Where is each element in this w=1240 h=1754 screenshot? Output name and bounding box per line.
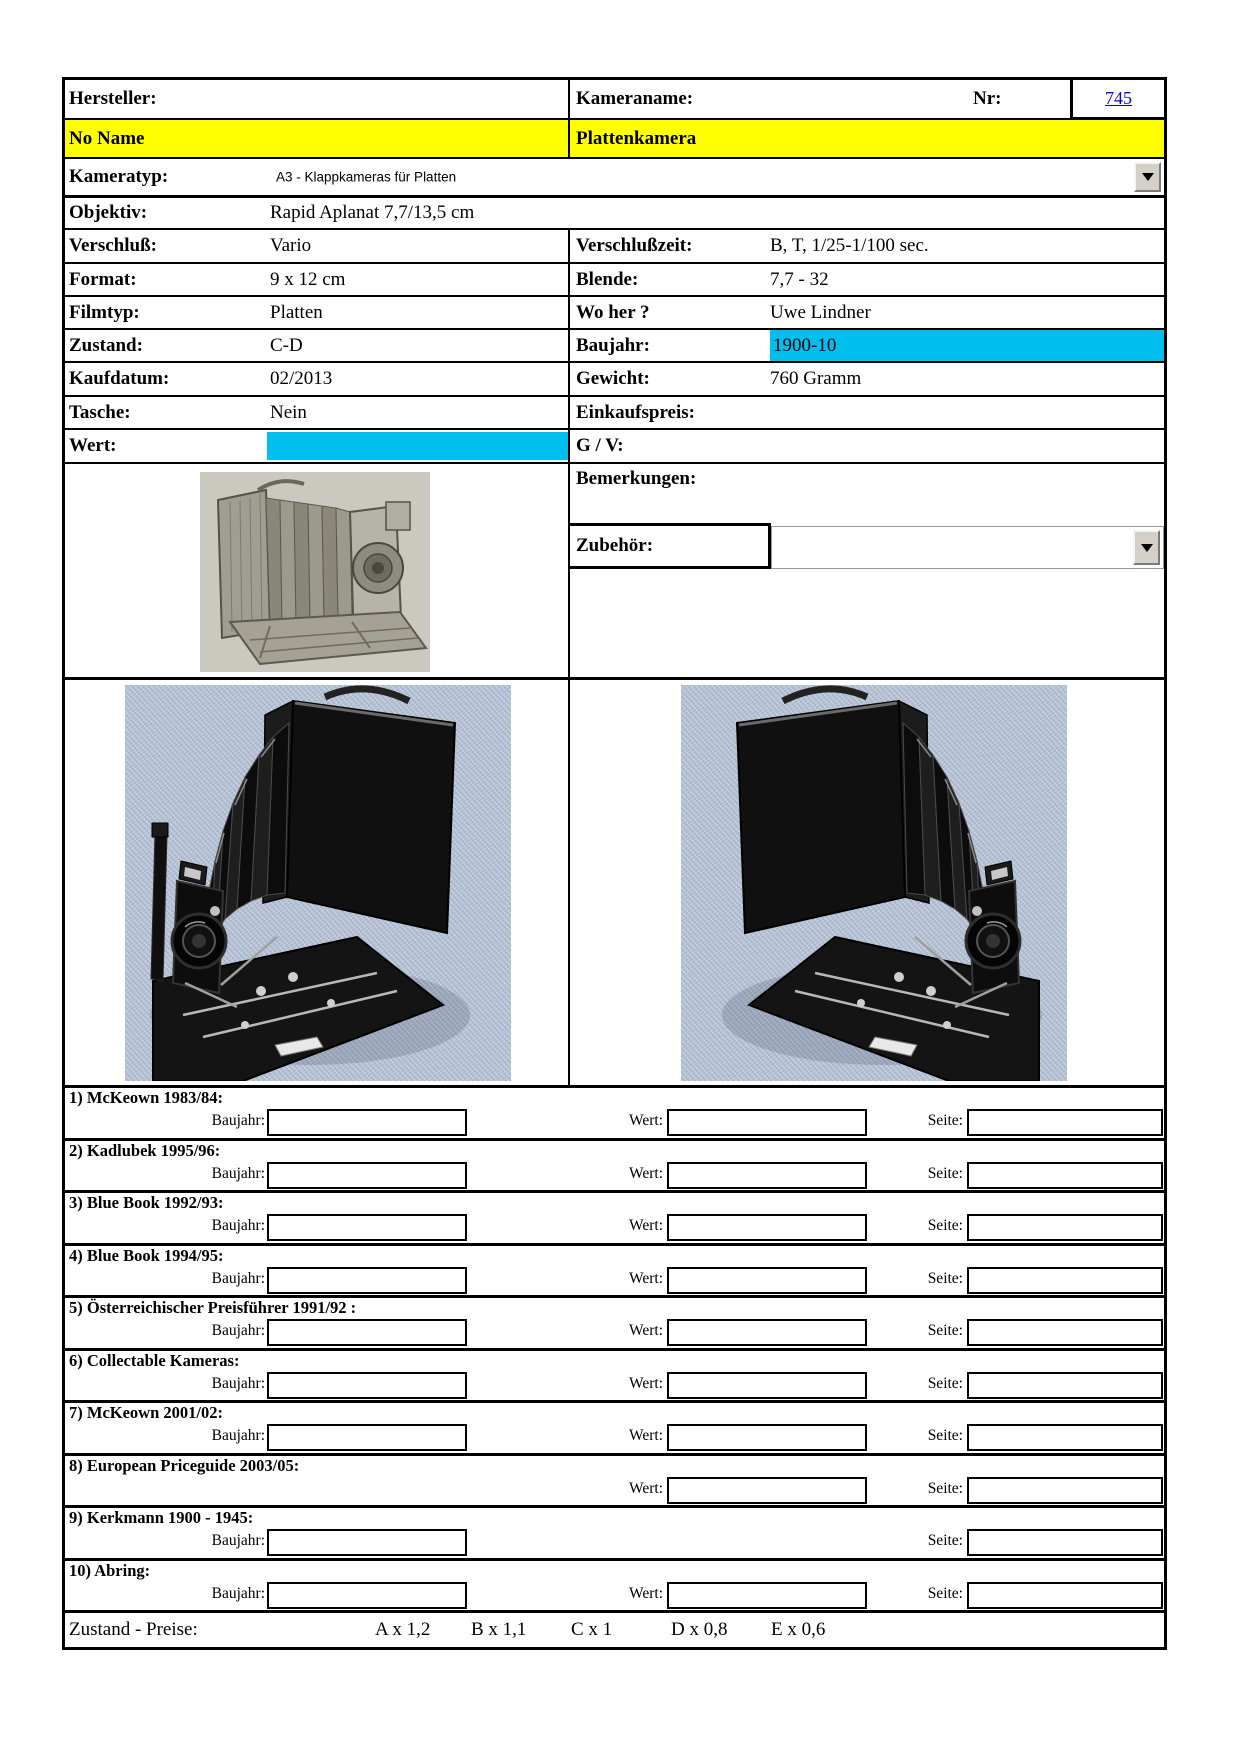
wert-input[interactable] <box>667 1319 867 1346</box>
seite-input[interactable] <box>967 1582 1163 1609</box>
seite-label: Seite: <box>927 1164 963 1182</box>
remarks-row <box>65 462 1164 677</box>
baujahr-input[interactable] <box>267 1582 467 1609</box>
price-guide-title: 4) Blue Book 1994/95: <box>69 1245 224 1265</box>
wert-input[interactable] <box>667 1424 867 1451</box>
baujahr-input[interactable] <box>267 1529 467 1556</box>
seite-label: Seite: <box>927 1269 963 1287</box>
baujahr-input[interactable] <box>267 1424 467 1451</box>
factor-b: B x 1,1 <box>471 1619 527 1640</box>
kameratyp-row <box>65 157 1164 195</box>
price-guide-section <box>65 1190 1164 1243</box>
seite-input[interactable] <box>967 1529 1163 1556</box>
wert-label: Wert: <box>69 435 117 456</box>
factor-e: E x 0,6 <box>771 1619 826 1640</box>
name-row <box>65 118 1164 157</box>
price-guide-section <box>65 1505 1164 1558</box>
blende-label: Blende: <box>576 268 639 290</box>
zustand-label: Zustand: <box>69 334 143 356</box>
header-row <box>65 80 1164 118</box>
gewicht-label: Gewicht: <box>576 368 650 389</box>
seite-label: Seite: <box>927 1217 963 1234</box>
price-guide-title: 2) Kadlubek 1995/96: <box>69 1140 221 1160</box>
price-guide-title: 1) McKeown 1983/84: <box>69 1088 223 1107</box>
factor-a: A x 1,2 <box>375 1619 431 1640</box>
seite-label: Seite: <box>927 1584 963 1602</box>
camera-photo-right <box>681 685 1067 1081</box>
seite-input[interactable] <box>967 1424 1163 1451</box>
wert-label: Wert: <box>628 1427 663 1444</box>
wert-label: Wert: <box>628 1269 663 1287</box>
wert-input[interactable] <box>667 1582 867 1609</box>
price-guide-title: 5) Österreichischer Preisführer 1991/92 : <box>69 1298 357 1317</box>
seite-input[interactable] <box>967 1267 1163 1294</box>
hersteller-label: Hersteller: <box>69 88 157 109</box>
baujahr-label: Baujahr: <box>211 1427 265 1444</box>
baujahr-input[interactable] <box>267 1267 467 1294</box>
kameraname-value: Plattenkamera <box>576 127 697 149</box>
price-guide-section <box>65 1558 1164 1611</box>
verschluss-row <box>65 228 1164 262</box>
kameratyp-dropdown-button[interactable] <box>1134 162 1161 192</box>
baujahr-input[interactable] <box>267 1162 467 1189</box>
zustand-row <box>65 328 1164 361</box>
zubehoer-label: Zubehör: <box>576 535 654 556</box>
woher-label: Wo her ? <box>576 301 650 323</box>
objektiv-row <box>65 195 1164 228</box>
wert-input[interactable] <box>667 1477 867 1504</box>
filmtyp-label: Filmtyp: <box>69 301 140 323</box>
seite-input[interactable] <box>967 1319 1163 1346</box>
seite-label: Seite: <box>927 1532 963 1549</box>
baujahr-value: 1900-10 <box>773 334 837 356</box>
seite-input[interactable] <box>967 1372 1163 1399</box>
price-guide-title: 7) McKeown 2001/02: <box>69 1403 223 1422</box>
kaufdatum-label: Kaufdatum: <box>69 368 170 389</box>
wert-label: Wert: <box>628 1374 663 1392</box>
seite-label: Seite: <box>927 1322 963 1339</box>
baujahr-field[interactable] <box>770 330 1164 361</box>
price-guide-title: 8) European Priceguide 2003/05: <box>69 1455 300 1475</box>
wert-field[interactable] <box>267 432 568 460</box>
bemerkungen-label: Bemerkungen: <box>576 468 697 489</box>
seite-label: Seite: <box>927 1479 963 1497</box>
price-guide-section <box>65 1138 1164 1191</box>
format-row <box>65 262 1164 295</box>
format-value: 9 x 12 cm <box>270 268 346 290</box>
objektiv-value: Rapid Aplanat 7,7/13,5 cm <box>270 202 475 223</box>
kameratyp-label: Kameratyp: <box>69 166 169 187</box>
woher-value: Uwe Lindner <box>770 301 871 323</box>
seite-label: Seite: <box>927 1374 963 1392</box>
zubehoer-dropdown[interactable] <box>771 526 1164 569</box>
verschluss-label: Verschluß: <box>69 235 157 256</box>
camera-record-form <box>62 77 1167 1650</box>
kameraname-label: Kameraname: <box>576 88 694 109</box>
photo-row <box>65 677 1164 1085</box>
wert-input[interactable] <box>667 1109 867 1136</box>
baujahr-label: Baujahr: <box>211 1269 265 1287</box>
tasche-value: Nein <box>270 401 307 423</box>
baujahr-input[interactable] <box>267 1319 467 1346</box>
price-guide-title: 9) Kerkmann 1900 - 1945: <box>69 1508 254 1527</box>
chevron-down-icon <box>1142 173 1154 181</box>
hersteller-cell <box>65 80 568 118</box>
baujahr-label: Baujahr: <box>211 1584 265 1602</box>
camera-engraving-image <box>200 472 430 672</box>
kaufdatum-row <box>65 361 1164 395</box>
hersteller-value: No Name <box>69 127 145 149</box>
price-guide-section <box>65 1085 1164 1138</box>
record-number-link[interactable]: 745 <box>1105 88 1132 108</box>
baujahr-label: Baujahr: <box>211 1164 265 1182</box>
price-guide-section <box>65 1453 1164 1506</box>
objektiv-label: Objektiv: <box>69 202 148 223</box>
seite-input[interactable] <box>967 1109 1163 1136</box>
wert-label: Wert: <box>628 1479 663 1497</box>
baujahr-input[interactable] <box>267 1214 467 1241</box>
baujahr-input[interactable] <box>267 1109 467 1136</box>
baujahr-input[interactable] <box>267 1372 467 1399</box>
chevron-down-icon <box>1141 544 1153 552</box>
verschlusszeit-value: B, T, 1/25-1/100 sec. <box>770 235 929 256</box>
price-guide-section <box>65 1348 1164 1401</box>
filmtyp-row <box>65 295 1164 328</box>
einkaufspreis-label: Einkaufspreis: <box>576 401 695 423</box>
wert-label: Wert: <box>628 1322 663 1339</box>
condition-prices-label: Zustand - Preise: <box>69 1619 198 1640</box>
wert-label: Wert: <box>628 1112 663 1129</box>
verschluss-value: Vario <box>270 235 312 256</box>
price-guide-section <box>65 1400 1164 1453</box>
baujahr-label: Baujahr: <box>211 1322 265 1339</box>
camera-photo-left <box>125 685 511 1081</box>
wert-input[interactable] <box>667 1267 867 1294</box>
blende-value: 7,7 - 32 <box>770 268 829 290</box>
wert-row <box>65 428 1164 462</box>
factor-d: D x 0,8 <box>671 1619 728 1640</box>
price-guide-section <box>65 1295 1164 1348</box>
price-guide-title: 6) Collectable Kameras: <box>69 1350 240 1370</box>
wert-label: Wert: <box>628 1584 663 1602</box>
price-guide-list <box>65 1085 1164 1610</box>
tasche-row <box>65 395 1164 428</box>
seite-label: Seite: <box>927 1427 963 1444</box>
wert-label: Wert: <box>628 1164 663 1182</box>
kameratyp-dropdown[interactable] <box>266 159 1164 195</box>
tasche-label: Tasche: <box>69 401 131 423</box>
wert-input[interactable] <box>667 1372 867 1399</box>
baujahr-label: Baujahr: <box>211 1532 265 1549</box>
kameratyp-value: A3 - Klappkameras für Platten <box>276 169 457 185</box>
factor-c: C x 1 <box>571 1619 613 1640</box>
gv-label: G / V: <box>576 435 624 456</box>
seite-input[interactable] <box>967 1162 1163 1189</box>
nr-label: Nr: <box>973 88 1002 109</box>
wert-input[interactable] <box>667 1214 867 1241</box>
verschlusszeit-label: Verschlußzeit: <box>576 235 693 256</box>
wert-label: Wert: <box>628 1217 663 1234</box>
wert-input[interactable] <box>667 1162 867 1189</box>
kaufdatum-value: 02/2013 <box>270 368 333 389</box>
condition-prices-row <box>65 1610 1164 1647</box>
seite-input[interactable] <box>967 1477 1163 1504</box>
seite-input[interactable] <box>967 1214 1163 1241</box>
zubehoer-dropdown-button[interactable] <box>1133 530 1160 565</box>
zustand-value: C-D <box>270 334 303 356</box>
seite-label: Seite: <box>927 1112 963 1129</box>
gewicht-value: 760 Gramm <box>770 368 862 389</box>
price-guide-title: 3) Blue Book 1992/93: <box>69 1193 224 1212</box>
format-label: Format: <box>69 268 137 290</box>
record-number-box <box>1070 77 1167 120</box>
baujahr-label: Baujahr: <box>211 1374 265 1392</box>
filmtyp-value: Platten <box>270 301 323 323</box>
baujahr-label: Baujahr: <box>211 1217 265 1234</box>
price-guide-title: 10) Abring: <box>69 1560 151 1580</box>
baujahr-label: Baujahr: <box>211 1112 265 1129</box>
price-guide-section <box>65 1243 1164 1296</box>
baujahr-label: Baujahr: <box>576 334 650 356</box>
